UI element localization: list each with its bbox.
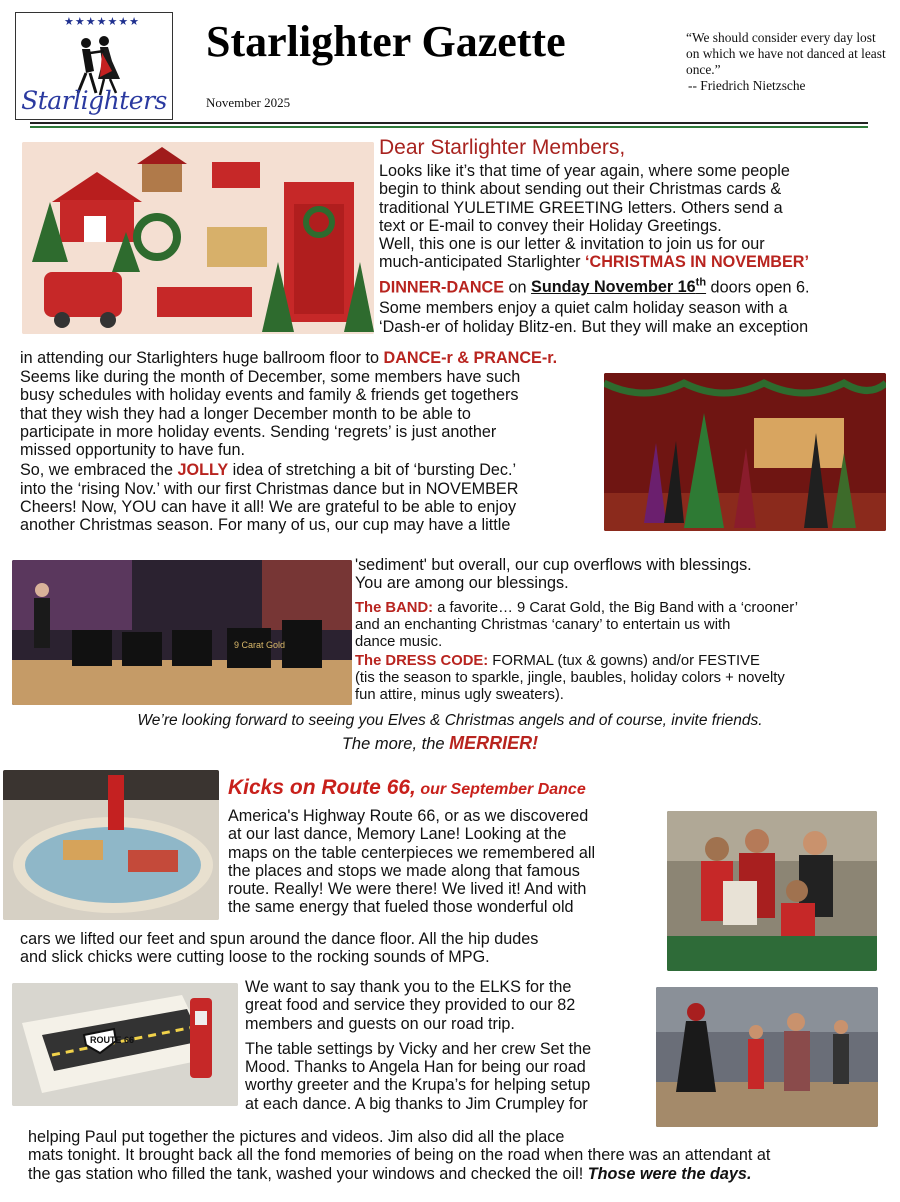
event-date-line: DINNER-DANCE on Sunday November 16th doors open 6. [379, 276, 810, 297]
route66-cake-photo [12, 983, 238, 1106]
text-line: the places and stops we made along that famous [228, 861, 580, 880]
route66-centerpiece-icon [3, 770, 219, 920]
article1-paragraph3 [20, 368, 610, 535]
text-line: 'sediment' but overall, our cup overflows with blessings. [355, 556, 752, 574]
article1-intro [379, 162, 879, 336]
text-line: at each dance. A big thanks to Jim Crumpley for [245, 1094, 588, 1113]
text-line: We want to say thank you to the ELKS for the [245, 978, 572, 996]
group-photo-icon [667, 811, 877, 971]
text-line: fun attire, minus ugly sweaters). [355, 687, 564, 704]
quote-block [686, 30, 886, 94]
article1-blessings [355, 556, 895, 593]
dance-floor-photo [656, 987, 878, 1127]
text-line: at our last dance, Memory Lane! Looking at the [228, 825, 567, 844]
text-line: that they wish they had a longer December month to be able to [20, 404, 471, 423]
article1-band-dress [355, 600, 895, 704]
dance-prance-emph: DANCE-r & PRANCE-r. [383, 349, 558, 367]
text-line: members and guests on our road trip. [245, 1014, 515, 1033]
text-line: and slick chicks were cutting loose to the rocking sounds of MPG. [20, 948, 490, 967]
text-line: worthy greeter and the Krupa’s for helping setup [245, 1076, 591, 1095]
text-line: Some members enjoy a quiet calm holiday season with a [379, 299, 788, 318]
dress-label: The DRESS CODE: [355, 652, 489, 669]
jolly-line: So, we embraced the JOLLY idea of stretching a bit of ‘bursting Dec.’ [20, 461, 517, 480]
text-line: great food and service they provided to our 82 [245, 996, 576, 1015]
jolly-emph: JOLLY [177, 461, 229, 480]
logo-name: Starlighters [21, 86, 167, 115]
text-line: text or E-mail to convey their Holiday Greetings. [379, 216, 722, 235]
text-line: ‘Dash-er of holiday Blitz-en. But they will make an exception [379, 317, 809, 336]
text-line: Cheers! Now, YOU can have it all! We are grateful to be able to enjoy [20, 498, 517, 517]
text-line: missed opportunity to have fun. [20, 441, 245, 460]
band-line: The BAND: a favorite… 9 Carat Gold, the Big Band with a ‘crooner’ [355, 600, 798, 616]
text-line: You are among our blessings. [355, 574, 569, 593]
merrier-line: The more, the MERRIER! [341, 733, 539, 753]
text-line: and an enchanting Christmas ‘canary’ to entertain us with [355, 617, 731, 634]
issue-date: November 2025 [206, 95, 291, 110]
last-line: the gas station who filled the tank, washed your windows and checked the oil! Those were the days. [28, 1164, 752, 1183]
header-rule-green [30, 126, 868, 128]
article1-wide-line: in attending our Starlighters huge ballroom floor to DANCE-r & PRANCE-r. [20, 349, 558, 367]
article2-heading: Kicks on Route 66, our September Dance [228, 776, 586, 799]
article2-paragraph3-cont [28, 1128, 896, 1183]
dancing-couples-icon [604, 373, 886, 531]
those-were-the-days: Those were the days. [587, 1164, 752, 1183]
text-line: busy schedules with holiday events and family & friends get togethers [20, 386, 519, 405]
text-line: participate in more holiday events. Sending ‘regrets’ is just another [20, 422, 497, 441]
christmas-village-icon [22, 142, 374, 334]
text-line: helping Paul put together the pictures and videos. Jim also did all the place [28, 1128, 565, 1146]
text-line: route. Really! We were there! We lived it! And with [228, 880, 587, 899]
event-date: Sunday November 16th [531, 276, 707, 297]
event-name: ‘CHRISTMAS IN NOVEMBER’ [585, 253, 809, 272]
quote-author: -- Friedrich Nietzsche [688, 78, 806, 93]
christmas-dance-illustration [604, 373, 886, 531]
text-line: Mood. Thanks to Angela Han for being our road [245, 1058, 586, 1077]
route66-centerpiece-photo [3, 770, 219, 920]
text-line: Well, this one is our letter & invitation to join us for our [379, 235, 765, 254]
gazette-title: Starlighter Gazette [206, 17, 566, 66]
band-photo [12, 560, 352, 705]
text-line: into the ‘rising Nov.’ with our first Christmas dance but in NOVEMBER [20, 479, 519, 498]
article1-heading: Dear Starlighter Members, [379, 136, 626, 159]
text-line: mats tonight. It brought back all the fond memories of being on the road when there was an attendant at [28, 1146, 771, 1165]
article2-paragraph1 [228, 807, 668, 917]
route66-cake-icon [12, 983, 238, 1106]
cake-sign: ROUTE 66 [90, 1035, 135, 1045]
merrier-emph: MERRIER! [449, 733, 539, 753]
text-line: (tis the season to sparkle, jingle, baubles, holiday colors + novelty [355, 669, 785, 686]
text-line: the same energy that fueled those wonderful old [228, 898, 574, 917]
article2-paragraph2 [245, 978, 665, 1113]
quote-text: “We should consider every day lost on which we have not danced at least once.” [686, 30, 886, 77]
dancers-icon [656, 987, 878, 1127]
logo-stars: ★★★★★★★ [64, 15, 141, 28]
members-with-map-photo [667, 811, 877, 971]
text-line: another Christmas season. For many of us, our cup may have a little [20, 516, 511, 535]
band-label: The BAND: [355, 600, 434, 616]
text-line: cars we lifted our feet and spun around the dance floor. All the hip dudes [20, 930, 539, 948]
dress-line: The DRESS CODE: FORMAL (tux & gowns) and/or FESTIVE [355, 652, 760, 669]
christmas-houses-illustration [22, 142, 374, 334]
starlighters-logo [15, 12, 173, 120]
text-line: dance music. [355, 634, 443, 651]
text-line: traditional YULETIME GREETING letters. Others send a [379, 198, 783, 217]
text-line: America's Highway Route 66, or as we discovered [228, 807, 589, 825]
text-line: maps on the table centerpieces we remembered all [228, 843, 596, 862]
article2-paragraph1-cont [20, 930, 680, 967]
event-line: much-anticipated Starlighter ‘CHRISTMAS IN NOVEMBER’ [379, 253, 809, 272]
text-line: Seems like during the month of December, some members have such [20, 368, 521, 386]
big-band-icon [12, 560, 352, 705]
text-line: begin to think about sending out their Christmas cards & [379, 180, 782, 199]
closing-line: We’re looking forward to seeing you Elves & Christmas angels and of course, invite friends. [137, 712, 763, 729]
band-sign: 9 Carat Gold [234, 640, 286, 650]
header-rule [30, 122, 868, 124]
text-line: Looks like it’s that time of year again, where some people [379, 162, 790, 180]
text-line: The table settings by Vicky and her crew Set the [245, 1039, 592, 1058]
event-type: DINNER-DANCE [379, 278, 505, 297]
